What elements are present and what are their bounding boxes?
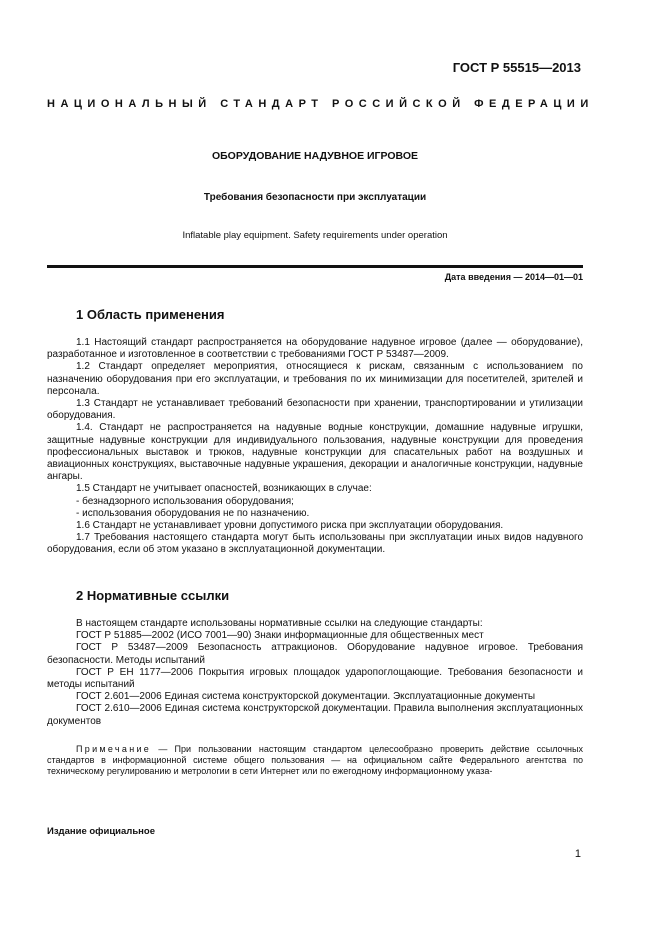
page-number: 1	[574, 848, 581, 860]
paragraph-1-7: 1.7 Требования настоящего стандарта могут быть использованы при эксплуатации иных видов надувного оборудования, если об этом указано в эксплуатационной документации.	[47, 532, 583, 556]
english-title: Inflatable play equipment. Safety requirements under operation	[182, 230, 448, 241]
reference-gost-2-610: ГОСТ 2.610—2006 Единая система конструкторской документации. Правила выполнения эксплуатационных документов	[47, 703, 583, 727]
note-label: Примечание	[76, 744, 152, 754]
note-text: — При пользовании настоящим стандартом целесообразно проверить действие ссылочных стандартов в информационной системе общего пользования — на официальном сайте Федерального агентства по техническому регулированию и метрологии в сети Интернет или по ежегодному информационному указа-	[47, 744, 583, 776]
paragraph-1-4: 1.4. Стандарт не распространяется на надувные водные конструкции, домашние надувные игрушки, защитные надувные конструкции для индивидуального пользования, надувные конструкции для проведения профессиональных выставок и трюков, надувные конструкции для спасательных работ на воздушных и авиационных конструкциях, выставочные надувные украшения, декорации и аналогичные конструкции, надувные ангары.	[47, 422, 583, 483]
official-edition-label: Издание официальное	[47, 826, 155, 837]
paragraph-1-6: 1.6 Стандарт не устанавливает уровни допустимого риска при эксплуатации оборудования.	[76, 520, 504, 532]
note-block	[47, 744, 583, 777]
reference-gost-en-1177: ГОСТ Р ЕН 1177—2006 Покрытия игровых площадок ударопоглощающие. Требования безопасности и методы испытаний	[47, 666, 583, 691]
section-2-body	[47, 618, 583, 728]
section-1-heading: 1 Область применения	[76, 307, 225, 322]
section-2-heading: 2 Нормативные ссылки	[76, 588, 230, 603]
paragraph-1-5: 1.5 Стандарт не учитывает опасностей, возникающих в случае:	[76, 483, 372, 495]
paragraph-1-3: 1.3 Стандарт не устанавливает требований безопасности при хранении, транспортировании и утилизации оборудования.	[47, 398, 583, 422]
list-item-unsupervised: - безнадзорного использования оборудования;	[76, 495, 294, 507]
reference-gost-51885: ГОСТ Р 51885—2002 (ИСО 7001—90) Знаки информационные для общественных мест	[76, 630, 484, 642]
reference-gost-53487: ГОСТ Р 53487—2009 Безопасность аттракционов. Оборудование надувное игровое. Требования безопасности. Методы испытаний	[47, 642, 583, 666]
horizontal-rule	[47, 265, 583, 268]
introduction-date: Дата введения — 2014—01—01	[444, 272, 583, 282]
references-intro: В настоящем стандарте использованы нормативные ссылки на следующие стандарты:	[76, 618, 483, 629]
paragraph-1-1: 1.1 Настоящий стандарт распространяется на оборудование надувное игровое (далее — оборудование), разработанное и изготовленное в соответствии с требованиями ГОСТ Р 53487—2009.	[47, 337, 583, 361]
reference-gost-2-601: ГОСТ 2.601—2006 Единая система конструкторской документации. Эксплуатационные документы	[76, 691, 536, 703]
document-title: ОБОРУДОВАНИЕ НАДУВНОЕ ИГРОВОЕ	[211, 150, 419, 162]
document-subtitle: Требования безопасности при эксплуатации	[203, 192, 427, 203]
list-item-misuse: - использования оборудования не по назначению.	[76, 507, 310, 519]
document-code: ГОСТ Р 55515—2013	[452, 60, 581, 75]
section-1-body	[47, 337, 583, 557]
national-standard-banner: НАЦИОНАЛЬНЫЙ СТАНДАРТ РОССИЙСКОЙ ФЕДЕРАЦИИ	[47, 98, 594, 110]
paragraph-1-2: 1.2 Стандарт определяет мероприятия, относящиеся к рискам, связанным с использованием по назначению оборудования при его эксплуатации, и требования по их минимизации для посетителей, зрителей и персонала.	[47, 361, 583, 397]
